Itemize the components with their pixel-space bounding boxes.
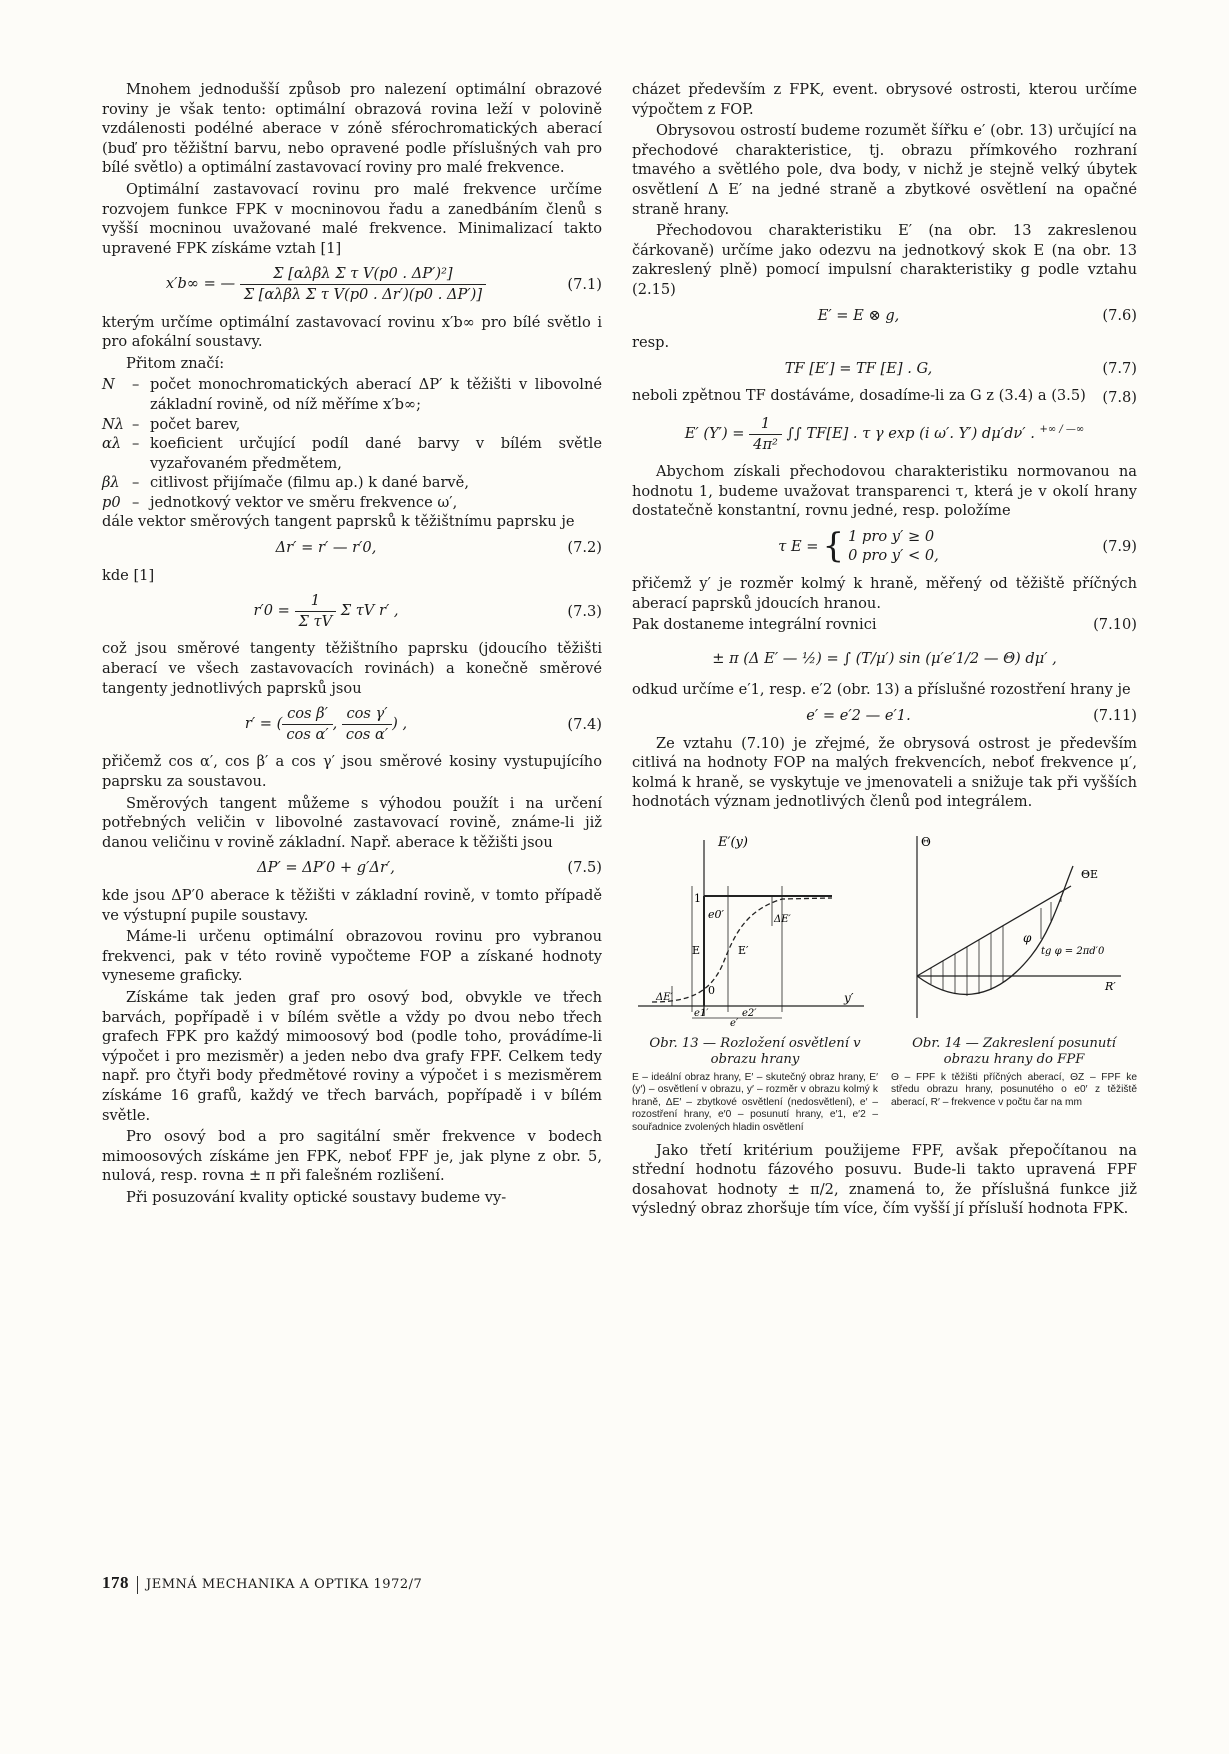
equation-7-4: r′ = ( $\frac{\text{cos β′}}{\text{cos α′}}$ , $\frac{\text{cos γ′}}{\text{cos α′}}$ ) , (7.4) bbox=[244, 705, 602, 743]
equation-lhs: E′ (Y′) = bbox=[684, 425, 745, 442]
paragraph: Směrových tangent můžeme s výhodou použít i na určení potřebných veličin v libovolné zastavovací rovině, známe-li již danou veličinu v rovině základní. Např. aberace k těžišti jsou bbox=[102, 794, 602, 851]
equation-body: E′ = E ⊗ g, bbox=[817, 306, 900, 324]
equation-number: (7.8) bbox=[1102, 389, 1137, 407]
equation-7-3 bbox=[102, 591, 602, 631]
definition-text: počet monochromatických aberací ΔP′ k těžišti v libovolné základní rovině, od níž měříme x′b∞; bbox=[150, 376, 602, 413]
figure-caption bbox=[891, 1036, 1137, 1068]
definition-symbol: αλ bbox=[102, 435, 122, 453]
equation-number: (7.7) bbox=[1102, 359, 1137, 377]
paragraph: Máme-li určenu optimální obrazovou rovinu pro vybranou frekvenci, pak v této rovině vypočteme FOP a získané hodnoty vyneseme graficky. bbox=[102, 928, 602, 985]
equation-7-5 bbox=[102, 858, 602, 878]
paragraph: Mnohem jednodušší způsob pro nalezení optimální obrazové roviny je však tento: optimální obrazová rovina leží v polovině vzdálenosti podélné aberace v zóně sférochromatických aberací (buď pro těžištní barvu, nebo opravené podle příslušných vah pro bílé světlo) a optimální zastavovací roviny pro malé frekvence. bbox=[102, 81, 602, 177]
symbol-definitions bbox=[102, 375, 602, 512]
paragraph: neboli zpětnou TF dostáváme, dosadíme-li za G z (3.4) a (3.5) bbox=[632, 387, 1086, 405]
paragraph: Přitom značí: bbox=[126, 354, 225, 372]
equation-body: TF [E′] = TF [E] . G, bbox=[784, 359, 933, 377]
equation-number: (7.9) bbox=[1102, 537, 1137, 555]
figure-label: tg φ = 2πd′0 bbox=[1041, 946, 1105, 957]
definition-symbol: βλ bbox=[102, 474, 120, 492]
definition-item: Nλ – počet barev, bbox=[102, 415, 602, 435]
figure-title: — Zakreslení posunutí obrazu hrany do FPF bbox=[943, 1035, 1116, 1067]
equation-numerator: cos γ′ bbox=[342, 704, 392, 725]
paragraph: Přechodovou charakteristiku E′ (na obr. 13 zakreslenou čárkovaně) určíme jako odezvu na jednotkový skok E (na obr. 13 zakreslený plně) pomocí impulsní charakteristiky g podle vztahu (2.15) bbox=[632, 222, 1137, 298]
figure-label: R′ bbox=[1105, 980, 1116, 993]
figure-label: φ bbox=[1023, 931, 1032, 945]
edge-illumination-diagram bbox=[632, 826, 878, 1026]
equation-7-2 bbox=[102, 538, 602, 558]
figure-label: e′ bbox=[730, 1018, 739, 1026]
definition-item: βλ – citlivost přijímače (filmu ap.) k dané barvě, bbox=[102, 473, 602, 493]
page-number: 178 bbox=[102, 1573, 129, 1592]
equation-lhs: r′0 = bbox=[253, 602, 290, 620]
equation-7-11 bbox=[632, 706, 1137, 726]
paragraph: Získáme tak jeden graf pro osový bod, obvykle ve třech barvách, popřípadě i v bílém světle a vždy po dvou nebo třech grafech FPK pro každý mimoosový bod (podle toho, provádíme-li výpočet i pro mezisměr) a jeden nebo dva grafy FPF. Celkem tedy např. pro čtyři body předmětové roviny a výpočet i s mezisměrem získáme 16 grafů, každý ve třech barvách, popřípadě i v bílém světle. bbox=[102, 988, 602, 1124]
definition-item: αλ – koeficient určující podíl dané barvy v bílém světle vyzařovaném předmětem, bbox=[102, 435, 602, 472]
equation-fraction bbox=[240, 264, 486, 304]
figure-number: Obr. 13 bbox=[649, 1035, 699, 1051]
equation-lhs: r′ = bbox=[244, 715, 273, 733]
equation-7-9: τ E = { 1 pro y′ ≥ 0 0 pro y′ < 0, (7.9) bbox=[778, 525, 1137, 566]
paragraph: Pro osový bod a pro sagitální směr frekvence v bodech mimoosových získáme jen FPK, neboť FPF je, jak plyne z obr. 5, nulová, resp. rovna ± π při falešném rozlišení. bbox=[102, 1128, 602, 1185]
figure-label: e1′ bbox=[694, 1008, 709, 1019]
paragraph: Optimální zastavovací rovinu pro malé frekvence určíme rozvojem funkce FPK v mocninovou řadu a zanedbáním členů s vyšší mocninou uvažované malé frekvence. Minimalizací takto upravené FPK získáme vztah [1] bbox=[102, 180, 602, 257]
definition-text: počet barev, bbox=[150, 415, 241, 433]
equation-7-6 bbox=[632, 306, 1137, 326]
phase-shift-diagram bbox=[891, 826, 1137, 1026]
paragraph: kde [1] bbox=[102, 566, 155, 584]
equation-rhs: ∫∫ TF[E] . τ γ exp (i ω′. Y′) dμ′dν′ . bbox=[786, 425, 1035, 442]
paragraph: cházet především z FPK, event. obrysové ostrosti, kterou určíme výpočtem z FOP. bbox=[632, 81, 1137, 118]
paragraph: Abychom získali přechodovou charakteristiku normovanou na hodnotu 1, budeme uvažovat transparenci τ, která je v okolí hrany dostatečně konstantní, rovnu jedné, resp. položíme bbox=[632, 463, 1137, 520]
definition-symbol: p0 bbox=[102, 493, 121, 511]
equation-number: (7.11) bbox=[1093, 707, 1137, 725]
equation-numerator: 1 bbox=[295, 591, 337, 612]
paragraph: Jako třetí kritérium použijeme FPF, avšak přepočítanou na střední hodnotu fázového posuvu. Bude-li takto upravená FPF dosahovat hodnoty ± π/2, znamená to, že příslušná funkce již výsledný obraz zhoršuje tím více, čím vyšší jí přísluší hodnota FPK. bbox=[632, 1141, 1137, 1218]
paragraph: Pak dostaneme integrální rovnici bbox=[632, 616, 877, 634]
equation-numerator: Σ [αλβλ Σ τ V(p0 . ΔP′)²] bbox=[240, 264, 486, 285]
figure-label: ΔE′ bbox=[774, 914, 791, 925]
equation-denominator: cos α′ bbox=[345, 725, 389, 743]
figure-legend: Θ – FPF k těžišti příčných aberací, ΘZ – FPF ke středu obrazu hrany, posunutého o e0′ z těžiště aberací, R′ – frekvence v počtu čar na mm bbox=[891, 1071, 1137, 1108]
definition-text: jednotkový vektor ve směru frekvence ω′, bbox=[150, 493, 458, 511]
figure-label: ΘE bbox=[1081, 868, 1099, 881]
equation-number: (7.5) bbox=[567, 859, 602, 877]
page-footer bbox=[102, 1573, 422, 1594]
equation-fraction bbox=[295, 591, 337, 631]
figure-caption bbox=[632, 1036, 878, 1068]
paragraph: což jsou směrové tangenty těžištního paprsku (jdoucího těžišti aberací ve všech zastavovacích rovinách) a konečně směrové tangenty jednotlivých paprsků jsou bbox=[102, 640, 602, 697]
right-column bbox=[632, 80, 1137, 1221]
figure-14 bbox=[891, 826, 1137, 1135]
equation-numerator: cos β′ bbox=[282, 704, 332, 725]
paragraph: kterým určíme optimální zastavovací rovinu x′b∞ pro bílé světlo i pro afokální soustavy. bbox=[102, 313, 602, 351]
journal-name: JEMNÁ MECHANIKA A OPTIKA 1972/7 bbox=[146, 1577, 423, 1592]
figure-legend: E – ideální obraz hrany, E′ – skutečný obraz hrany, E′(y′) – osvětlení v obrazu, y′ – rozměr v obrazu kolmý k hraně, ΔE′ – zbytkové osvětlení (nedosvětlení), e′ – rozostření hrany, e′0 – posunutí hrany, e′1, e′2 – souřadnice zvolených hladin osvětlení bbox=[632, 1071, 878, 1133]
definition-symbol: N bbox=[102, 376, 115, 394]
paragraph: přičemž y′ je rozměr kolmý k hraně, měřený od těžiště příčných aberací paprsků jdoucích hranou. bbox=[632, 575, 1137, 612]
equation-number: (7.4) bbox=[567, 715, 602, 733]
definition-text: citlivost přijímače (filmu ap.) k dané barvě, bbox=[150, 474, 469, 492]
paragraph: Při posuzování kvality optické soustavy budeme vy- bbox=[126, 1188, 507, 1206]
figure-label: E bbox=[692, 944, 701, 957]
figure-label: 1 bbox=[694, 892, 701, 905]
figure-label: 0 bbox=[708, 984, 715, 997]
paragraph: kde jsou ΔP′0 aberace k těžišti v základní rovině, v tomto případě ve výstupní pupile soustavy. bbox=[102, 886, 602, 924]
definition-item: p0 – jednotkový vektor ve směru frekvence ω′, bbox=[102, 493, 602, 513]
equation-number: (7.2) bbox=[567, 539, 602, 557]
paragraph: resp. bbox=[632, 334, 670, 352]
equation-body: ± π (Δ E′ — ½) = ∫ (T/μ′) sin (μ′e′1/2 — Θ) dμ′ , bbox=[712, 649, 1057, 667]
figure-label: e0′ bbox=[708, 908, 725, 921]
equation-fraction bbox=[282, 704, 332, 744]
equation-denominator: 4π² bbox=[753, 435, 778, 453]
equation-fraction bbox=[749, 414, 782, 454]
equation-number: (7.10) bbox=[1093, 616, 1137, 634]
figure-label: e2′ bbox=[742, 1008, 757, 1019]
figures-row bbox=[632, 826, 1137, 1135]
equation-denominator: Σ [αλβλ Σ τ V(p0 . Δr′)(p0 . ΔP′)] bbox=[243, 285, 483, 303]
equation-body: ΔP′ = ΔP′0 + g′Δr′, bbox=[257, 859, 395, 877]
figure-label: E′(y) bbox=[718, 835, 748, 850]
paragraph: Ze vztahu (7.10) je zřejmé, že obrysová ostrost je především citlivá na hodnoty FOP na malých frekvencích, neboť frekvence μ′, kolmá k hraně, se vyskytuje ve jmenovateli a snižuje tak při vyšších hodnotách význam jednotlivých členů pod integrálem. bbox=[632, 734, 1137, 811]
equation-body: Δr′ = r′ — r′0, bbox=[275, 539, 377, 557]
paragraph: přičemž cos α′, cos β′ a cos γ′ jsou směrové kosiny vystupujícího paprsku za soustavou. bbox=[102, 753, 602, 790]
equation-7-8 bbox=[632, 414, 1137, 454]
paragraph: odkud určíme e′1, resp. e′2 (obr. 13) a příslušné rozostření hrany je bbox=[632, 681, 1131, 699]
equation-denominator: cos α′ bbox=[286, 725, 329, 743]
definition-item: N – počet monochromatických aberací ΔP′ k těžišti v libovolné základní rovině, od níž měříme x′b∞; bbox=[102, 376, 602, 413]
paragraph: Obrysovou ostrostí budeme rozumět šířku e′ (obr. 13) určující na přechodové charakteristice, tj. obrazu přímkového rozhraní tmavého a světlého pole, dva body, v nichž je stejně velký úbytek osvětlení Δ E′ na jedné straně a zbytkové osvětlení na opačné straně hrany. bbox=[632, 122, 1137, 218]
paragraph: dále vektor směrových tangent paprsků k těžištnímu paprsku je bbox=[102, 513, 575, 531]
figure-number: Obr. 14 bbox=[912, 1035, 962, 1051]
left-column bbox=[102, 80, 602, 1209]
equation-body: e′ = e′2 — e′1. bbox=[806, 707, 911, 725]
equation-7-10 bbox=[632, 649, 1137, 669]
definition-text: koeficient určující podíl dané barvy v bílém světle vyzařovaném předmětem, bbox=[150, 435, 602, 472]
integral-limits: +∞ / —∞ bbox=[1039, 424, 1085, 436]
equation-case: 1 pro y′ ≥ 0 bbox=[848, 527, 935, 545]
figure-title: — Rozložení osvětlení v obrazu hrany bbox=[702, 1035, 861, 1067]
equation-fraction bbox=[342, 704, 392, 744]
figure-13 bbox=[632, 826, 878, 1135]
equation-case: 0 pro y′ < 0, bbox=[848, 547, 939, 565]
equation-lhs: x′b∞ = — bbox=[165, 275, 236, 293]
equation-7-7 bbox=[632, 359, 1137, 379]
figure-label: Θ bbox=[921, 835, 931, 849]
equation-number: (7.3) bbox=[567, 602, 602, 620]
equation-lhs: τ E = bbox=[778, 537, 819, 555]
equation-rhs: Σ τV r′ , bbox=[340, 602, 399, 620]
equation-numerator: 1 bbox=[749, 414, 782, 435]
figure-label: E′ bbox=[738, 944, 749, 957]
equation-denominator: Σ τV bbox=[298, 612, 333, 630]
definition-symbol: Nλ bbox=[102, 415, 125, 433]
figure-label: y′ bbox=[844, 991, 854, 1005]
figure-label: ΔE′ bbox=[656, 992, 673, 1003]
equation-number: (7.1) bbox=[567, 275, 602, 293]
equation-7-1 bbox=[102, 264, 602, 304]
equation-number: (7.6) bbox=[1102, 306, 1137, 324]
